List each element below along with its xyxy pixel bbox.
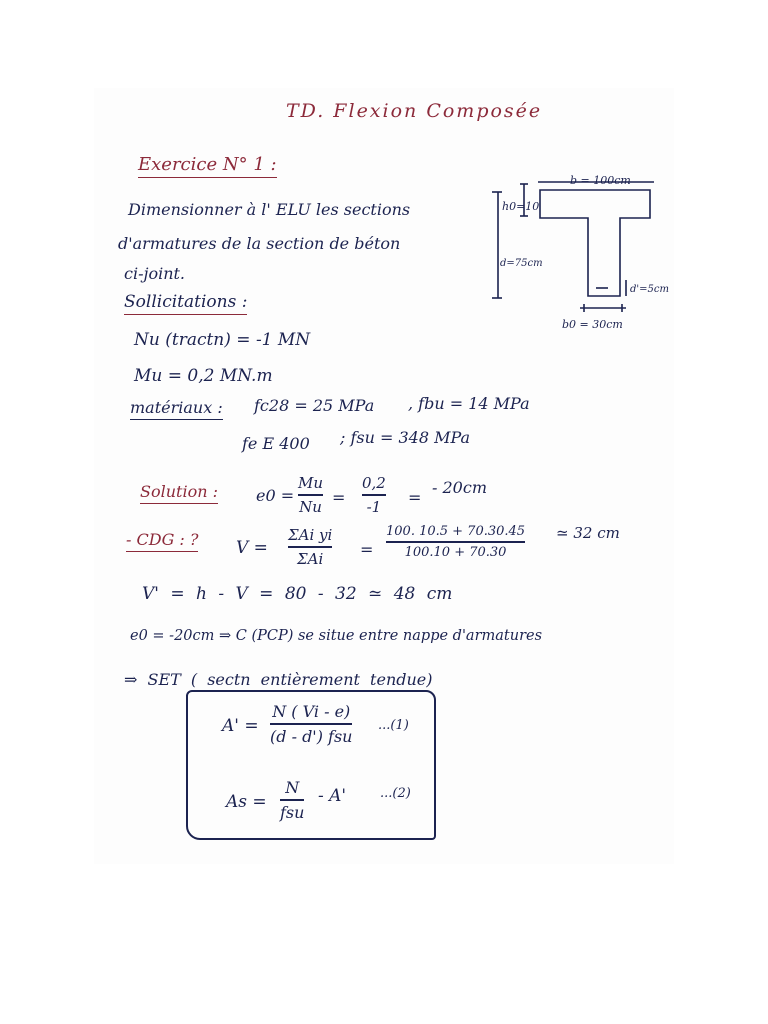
formula1-fraction (270, 702, 352, 746)
v-prime-line: V' = h - V = 80 - 32 ≃ 48 cm (142, 584, 453, 604)
fraction-den: ΣAi (297, 549, 324, 568)
material-fc28: fc28 = 25 MPa (254, 396, 375, 415)
material-fe: fe E 400 (242, 434, 310, 453)
fraction-sum (288, 526, 332, 568)
dim-d: d=75cm (500, 258, 543, 269)
cdg-approx: ≃ 32 cm (556, 524, 620, 542)
statement-line-1: Dimensionner à l' ELU les sections (128, 200, 411, 219)
fraction-cdg-values (386, 524, 525, 560)
solution-result: - 20cm (432, 478, 487, 497)
t-section-figure (480, 168, 680, 338)
equals-sign: = (332, 488, 346, 507)
sollicitations-heading: Sollicitations : (124, 292, 247, 315)
fraction-den: (d - d') fsu (270, 726, 353, 746)
fraction-den: fsu (280, 802, 305, 822)
statement-line-3: ci-joint. (124, 264, 186, 283)
formula2-rest: - A' (318, 786, 347, 806)
fraction-num: 100. 10.5 + 70.30.45 (386, 524, 526, 539)
cdg-v: V = (236, 538, 268, 558)
load-nu: Nu (tractn) = -1 MN (134, 330, 311, 350)
material-fsu: ; fsu = 348 MPa (340, 428, 471, 447)
cdg-label: - CDG : ? (126, 530, 198, 552)
fraction-num: N ( Vi - e) (272, 702, 351, 721)
materials-label: matériaux : (130, 398, 223, 420)
e0-line: e0 = -20cm ⇒ C (PCP) se situe entre nappe d'armatures (130, 628, 543, 644)
solution-e0: e0 = (256, 486, 295, 505)
formula1-lhs: A' = (222, 716, 259, 736)
dim-d-prime: d'=5cm (630, 284, 669, 295)
formula1-tag: ...(1) (378, 718, 409, 733)
fraction-den: Nu (299, 497, 322, 516)
formula2-fraction (280, 778, 304, 822)
fraction-values (362, 474, 386, 516)
fraction-num: 0,2 (362, 474, 386, 492)
set-line: ⇒ SET ( sectn entièrement tendue) (124, 670, 433, 689)
fraction-den: -1 (366, 497, 382, 516)
solution-label: Solution : (140, 482, 218, 504)
material-fbu: , fbu = 14 MPa (408, 394, 530, 413)
load-mu: Mu = 0,2 MN.m (134, 366, 273, 386)
fraction-num: ΣAi yi (288, 526, 333, 544)
formula2-lhs: As = (226, 792, 267, 812)
fraction-den: 100.10 + 70.30 (404, 544, 507, 560)
exercise-heading: Exercice N° 1 : (138, 154, 277, 178)
dim-h0: h0=10 (502, 200, 540, 213)
fraction-num: Mu (298, 474, 324, 492)
equals-sign: = (360, 540, 374, 559)
statement-line-2: d'armatures de la section de béton (118, 234, 401, 253)
page-title: TD. Flexion Composée (286, 100, 543, 122)
fraction-mu-nu (298, 474, 323, 516)
equals-sign: = (408, 488, 422, 507)
dim-b: b = 100cm (570, 174, 631, 187)
dim-b0: b0 = 30cm (562, 318, 623, 331)
formula2-tag: ...(2) (380, 786, 411, 801)
fraction-num: N (285, 778, 300, 797)
